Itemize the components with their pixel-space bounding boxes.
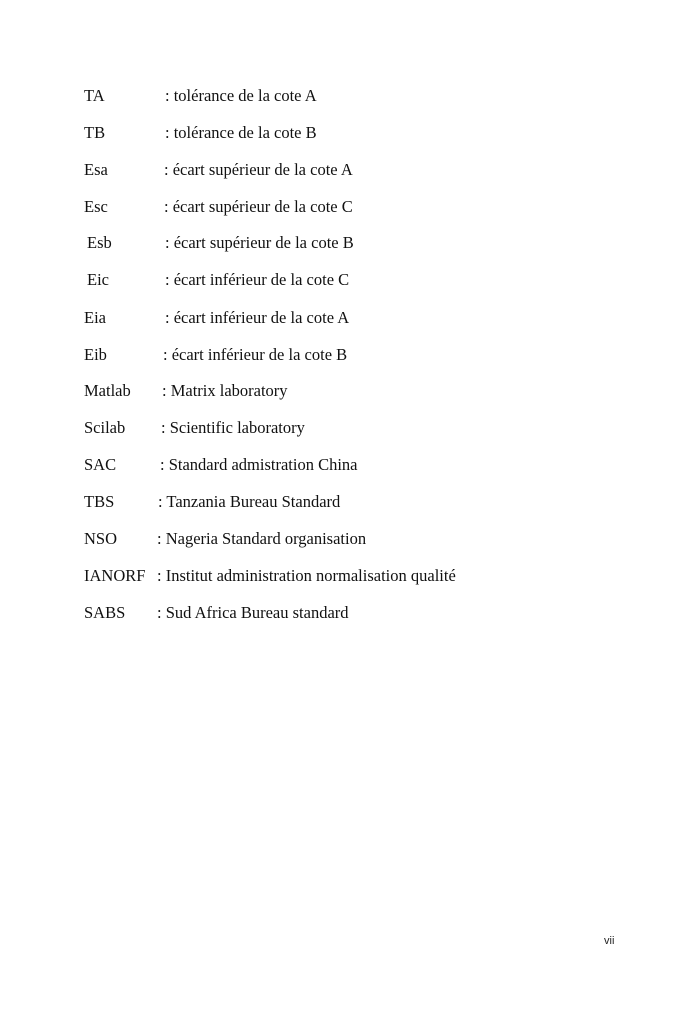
list-item xyxy=(0,342,700,368)
list-item xyxy=(0,452,700,478)
abbreviation-definition: : écart inférieur de la cote A xyxy=(165,308,350,327)
abbreviation-term: TB xyxy=(84,123,106,142)
abbreviation-term: Eic xyxy=(87,270,109,289)
list-item xyxy=(0,120,700,146)
list-item xyxy=(0,563,700,589)
abbreviation-term: Matlab xyxy=(84,381,131,400)
abbreviation-definition: : écart supérieur de la cote A xyxy=(164,160,353,179)
abbreviation-definition: : écart supérieur de la cote C xyxy=(164,197,353,216)
abbreviation-definition: : Standard admistration China xyxy=(160,455,358,474)
abbreviation-definition: : tolérance de la cote A xyxy=(165,86,317,105)
page-number: vii xyxy=(604,935,615,947)
abbreviation-term: SAC xyxy=(84,455,117,474)
abbreviation-definition: : écart inférieur de la cote B xyxy=(163,345,348,364)
abbreviation-term: Esc xyxy=(84,197,108,216)
abbreviation-term: Eib xyxy=(84,345,107,364)
abbreviation-definition: : tolérance de la cote B xyxy=(165,123,317,142)
list-item xyxy=(0,415,700,441)
abbreviation-term: Eia xyxy=(84,308,106,327)
abbreviation-term: TA xyxy=(84,86,105,105)
abbreviation-definition: : écart inférieur de la cote C xyxy=(165,270,350,289)
abbreviation-definition: : Scientific laboratory xyxy=(161,418,305,437)
abbreviation-definition: : écart supérieur de la cote B xyxy=(165,233,354,252)
list-item xyxy=(0,305,700,331)
list-item xyxy=(0,489,700,515)
abbreviation-term: IANORF xyxy=(84,566,146,585)
abbreviation-term: Scilab xyxy=(84,418,126,437)
list-item xyxy=(0,194,700,220)
list-item xyxy=(0,83,700,109)
abbreviation-term: NSO xyxy=(84,529,118,548)
abbreviation-definition: : Nageria Standard organisation xyxy=(157,529,367,548)
abbreviation-definition: : Institut administration normalisation qualité xyxy=(157,566,456,585)
abbreviation-definition: : Sud Africa Bureau standard xyxy=(157,603,349,622)
abbreviation-definition: : Matrix laboratory xyxy=(162,381,288,400)
list-item xyxy=(0,267,700,293)
abbreviation-term: TBS xyxy=(84,492,115,511)
list-item xyxy=(0,157,700,183)
list-item xyxy=(0,600,700,626)
abbreviation-term: Esb xyxy=(87,233,112,252)
abbreviation-definition: : Tanzania Bureau Standard xyxy=(158,492,341,511)
abbreviation-term: SABS xyxy=(84,603,126,622)
list-item xyxy=(0,230,700,256)
abbreviation-term: Esa xyxy=(84,160,108,179)
list-item xyxy=(0,378,700,404)
list-item xyxy=(0,526,700,552)
